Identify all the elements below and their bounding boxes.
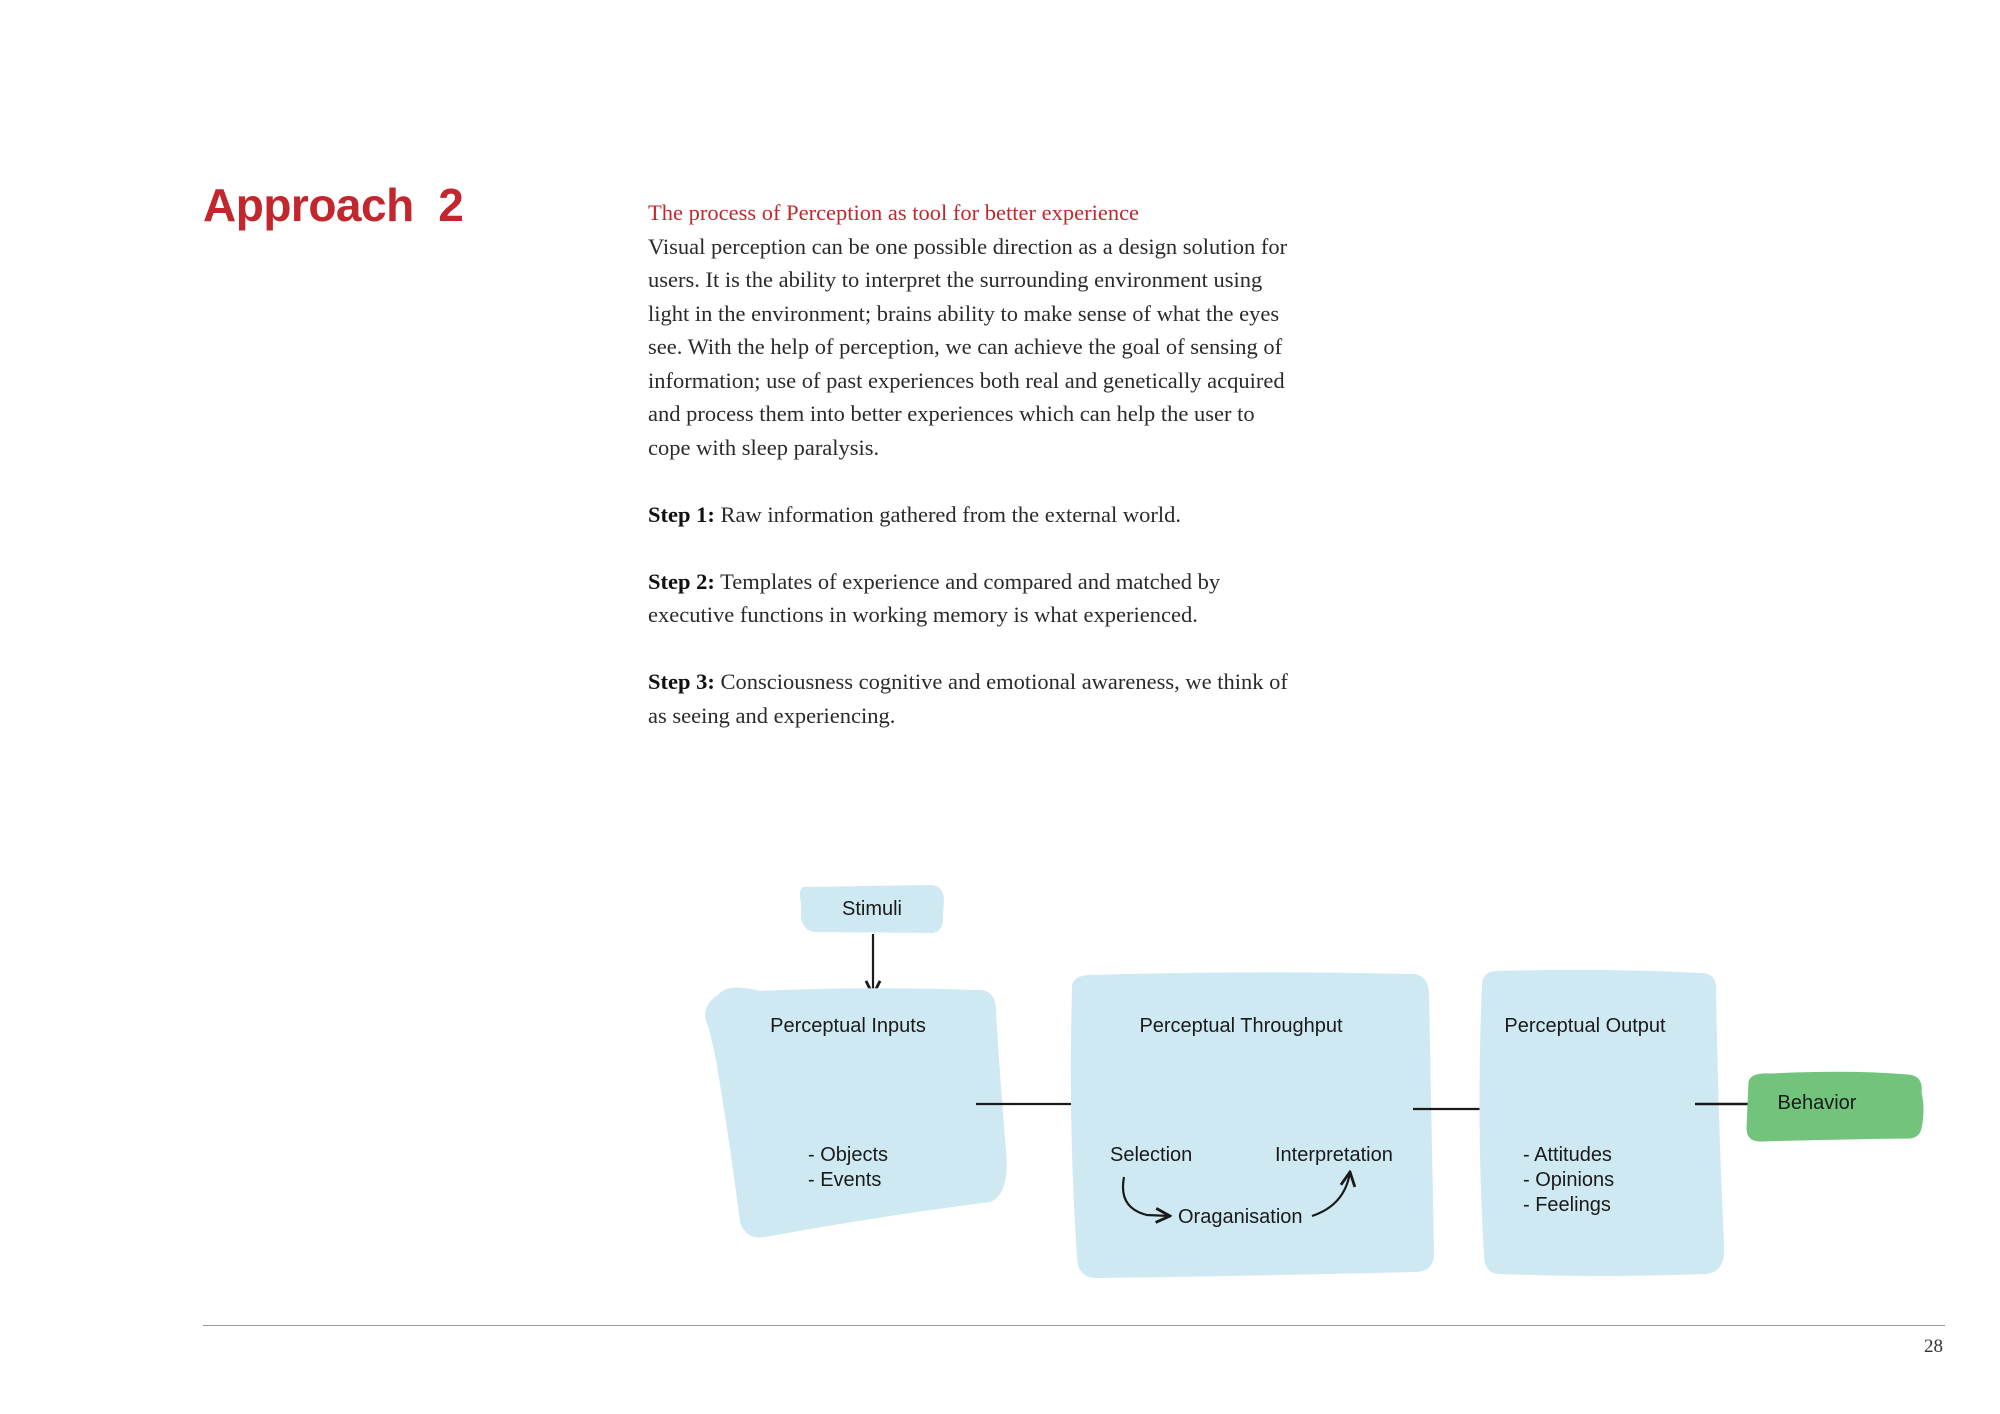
intro-paragraph: Visual perception can be one possible direction as a design solution for users. It is the ability to interpret the surrounding environment using light in the environment; brains ability to make sense of what the eyes see. With the help of perception, we can achieve the goal of sensing of information; use of past experiences both real and genetically acquired and process them into better experiences which can help the user to cope with sleep paralysis. <box>648 233 1288 460</box>
step-2-text: Templates of experience and compared and matched by executive functions in working memory is what experienced. <box>648 568 1221 627</box>
throughput-title: Perceptual Throughput <box>1139 1015 1343 1037</box>
output-item-feelings: - Feelings <box>1523 1194 1611 1216</box>
step-1-text: Raw information gathered from the external world. <box>714 501 1181 527</box>
throughput-interpretation: Interpretation <box>1275 1144 1393 1166</box>
behavior-label: Behavior <box>1777 1092 1857 1114</box>
step-3-label: Step 3: <box>648 669 715 694</box>
step-1-label: Step 1: <box>648 501 715 527</box>
step-2-label: Step 2: <box>648 568 715 594</box>
stimuli-label: Stimuli <box>841 898 903 920</box>
page-title: Approach 2 <box>203 179 464 231</box>
output-item-attitudes: - Attitudes <box>1523 1144 1612 1166</box>
page-number: 28 <box>1924 1336 1943 1357</box>
output-item-opinions: - Opinions <box>1523 1169 1615 1191</box>
footer-rule <box>203 1325 1945 1326</box>
inputs-item-events: - Events <box>808 1169 882 1191</box>
output-title: Perceptual Output <box>1504 1015 1666 1037</box>
section-subtitle: The process of Perception as tool for better experience <box>648 200 1140 225</box>
inputs-title: Perceptual Inputs <box>770 1015 926 1037</box>
throughput-selection: Selection <box>1110 1144 1193 1166</box>
throughput-organisation: Oraganisation <box>1178 1206 1303 1228</box>
step-3-text: Consciousness cognitive and emotional awareness, we think of as seeing and experiencing. <box>648 669 1288 728</box>
inputs-item-objects: - Objects <box>808 1144 889 1166</box>
